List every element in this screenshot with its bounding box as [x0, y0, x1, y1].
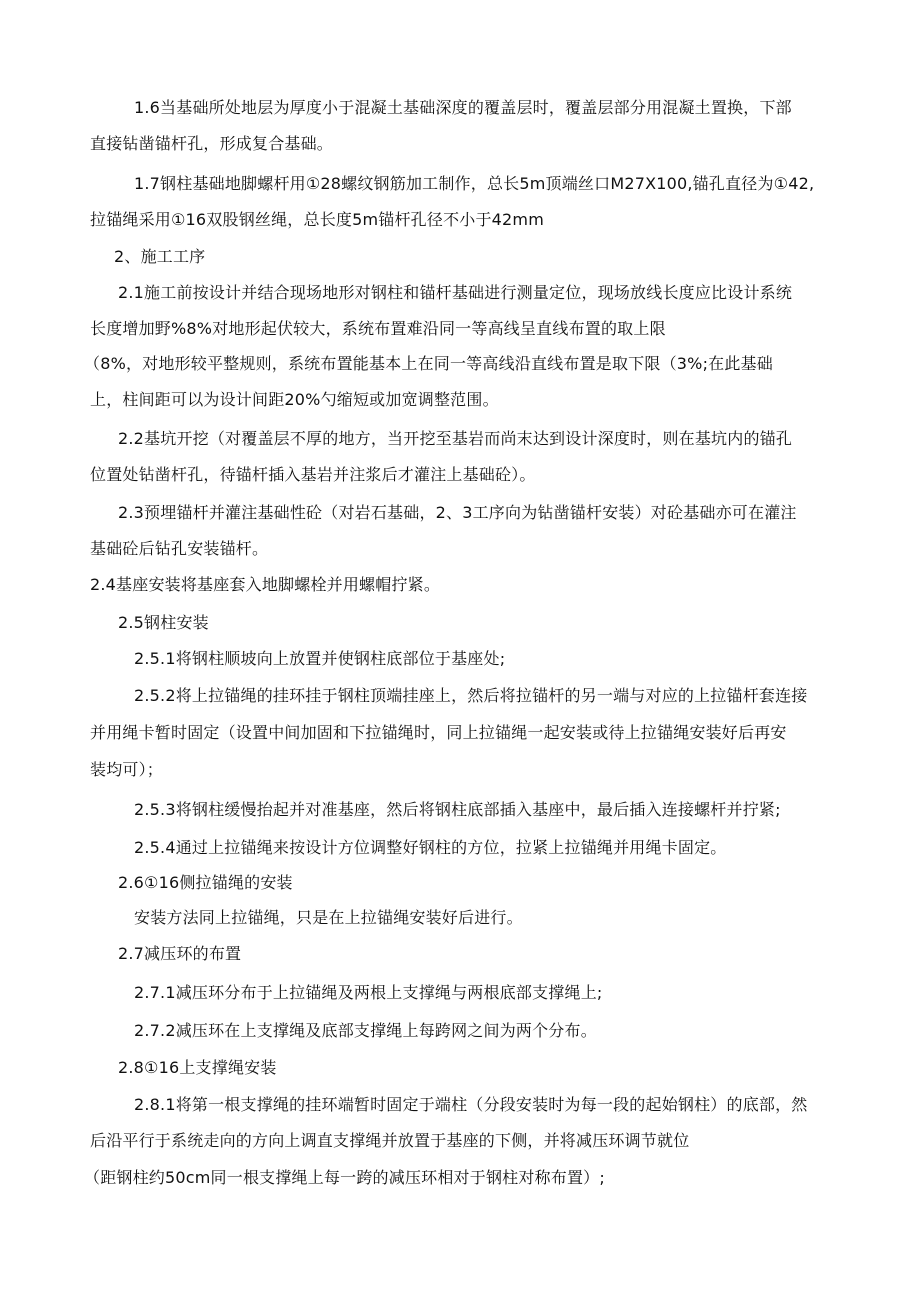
para-2-5-1: 2.5.1将钢柱顺坡向上放置并使钢柱底部位于基座处;	[134, 649, 506, 668]
para-2-8-heading: 2.8①16上支撑绳安装	[118, 1058, 277, 1077]
para-2-7-1: 2.7.1减压环分布于上拉锚绳及两根上支撑绳与两根底部支撑绳上;	[134, 983, 603, 1002]
para-2-5-2-line-1: 2.5.2将上拉锚绳的挂环挂于钢柱顶端挂座上，然后将拉锚杆的另一端与对应的上拉锚杆套连接	[134, 686, 808, 705]
para-2-5-3: 2.5.3将钢柱缓慢抬起并对准基座，然后将钢柱底部插入基座中，最后插入连接螺杆并拧紧;	[134, 800, 781, 819]
para-2-5-heading: 2.5钢柱安装	[118, 613, 209, 632]
para-2-1-line-1: 2.1施工前按设计并结合现场地形对钢柱和锚杆基础进行测量定位，现场放线长度应比设计系统	[118, 283, 793, 302]
para-2-1-line-4: 上，柱间距可以为设计间距20%勺缩短或加宽调整范围。	[90, 390, 499, 409]
para-2-8-1-line-3: （距钢柱约50cm同一根支撑绳上每一跨的减压环相对于钢柱对称布置）;	[84, 1168, 605, 1187]
para-2-2-line-1: 2.2基坑开挖（对覆盖层不厚的地方，当开挖至基岩而尚末达到设计深度时，则在基坑内的锚孔	[118, 429, 793, 448]
para-2-8-1-line-2: 后沿平行于系统走向的方向上调直支撑绳并放置于基座的下侧，并将减压环调节就位	[90, 1131, 690, 1150]
para-2-8-1-line-1: 2.8.1将第一根支撑绳的挂环端暂时固定于端柱（分段安装时为每一段的起始钢柱）的底部，然	[134, 1095, 808, 1114]
para-2-1-line-2: 长度增加野%8%对地形起伏较大，系统布置难沿同一等高线呈直线布置的取上限	[90, 319, 666, 338]
para-2-6-body: 安装方法同上拉锚绳，只是在上拉锚绳安装好后进行。	[134, 908, 523, 927]
para-1-7-line-1: 1.7钢柱基础地脚螺杆用①28螺纹钢筋加工制作，总长5m顶端丝口M27X100,锚孔直径为①42,	[134, 174, 815, 193]
para-1-6-line-1: 1.6当基础所处地层为厚度小于混凝土基础深度的覆盖层时，覆盖层部分用混凝土置换，下部	[134, 98, 792, 117]
para-2-7-heading: 2.7减压环的布置	[118, 944, 242, 963]
para-2-3-line-2: 基础砼后钻孔安装锚杆。	[90, 539, 269, 558]
para-2-6-heading: 2.6①16侧拉锚绳的安装	[118, 873, 293, 892]
para-2-5-2-line-2: 并用绳卡暂时固定（设置中间加固和下拉锚绳时，同上拉锚绳一起安装或待上拉锚绳安装好后再安	[90, 723, 787, 742]
para-2-5-2-line-3: 装均可）；	[90, 760, 164, 779]
section-2-heading: 2、施工工序	[114, 247, 206, 266]
para-1-7-line-2: 拉锚绳采用①16双股钢丝绳，总长度5m锚杆孔径不小于42mm	[90, 210, 545, 229]
para-2-2-line-2: 位置处钻凿杆孔，待锚杆插入基岩并注浆后才灌注上基础砼）。	[90, 465, 536, 484]
para-2-5-4: 2.5.4通过上拉锚绳来按设计方位调整好钢柱的方位，拉紧上拉锚绳并用绳卡固定。	[134, 838, 727, 857]
para-2-4: 2.4基座安装将基座套入地脚螺栓并用螺帽拧紧。	[90, 575, 441, 594]
para-2-1-line-3: （8%，对地形较平整规则，系统布置能基本上在同一等高线沿直线布置是取下限（3%;在此基础	[84, 354, 773, 373]
para-2-3-line-1: 2.3预埋锚杆并灌注基础性砼（对岩石基础，2、3工序向为钻凿锚杆安装）对砼基础亦可在灌注	[118, 503, 797, 522]
para-1-6-line-2: 直接钻凿锚杆孔，形成复合基础。	[90, 134, 334, 153]
para-2-7-2: 2.7.2减压环在上支撑绳及底部支撑绳上每跨网之间为两个分布。	[134, 1021, 597, 1040]
